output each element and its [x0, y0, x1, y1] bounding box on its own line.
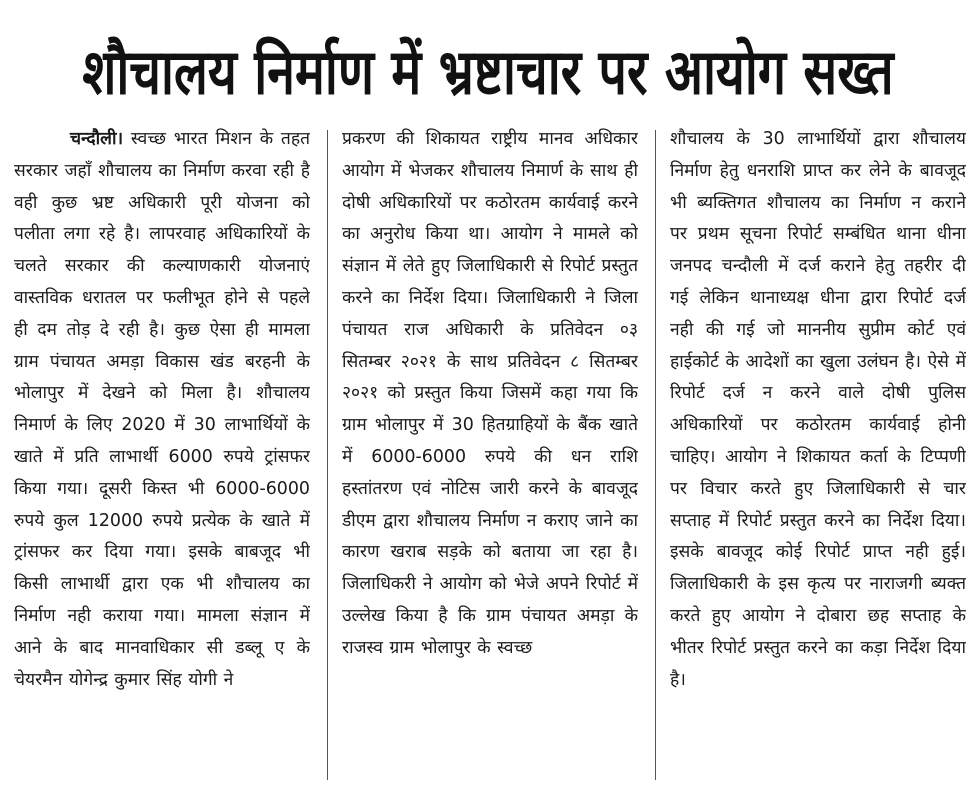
- article-column-2: [342, 124, 638, 784]
- headline: शौचालय निर्माण में भ्रष्टाचार पर आयोग सख्त: [82, 35, 894, 109]
- article-column-3: [670, 124, 966, 784]
- column-2-text: प्रकरण की शिकायत राष्ट्रीय मानव अधिकार आयोग में भेजकर शौचालय निमार्ण के साथ ही दोषी अधिकारियों पर कठोरतम कार्यवाई करने का अनुरोध किया था। आयोग ने मामले को संज्ञान में लेते हुए जिलाधिकारी से रिपोर्ट प्रस्तुत करने का निर्देश दिया। जिलाधिकारी ने जिला पंचायत राज अधिकारी के प्रतिवेदन ०३ सितम्बर २०२१ के साथ प्रतिवेदन ८ सितम्बर २०२१ को प्रस्तुत किया जिसमें कहा गया कि ग्राम भोलापुर में 30 हितग्राहियों के बैंक खाते में 6000-6000 रुपये की धन राशि हस्तांतरण एवं नोटिस जारी करने के बावजूद डीएम द्वारा शौचालय निर्माण न कराए जाने का कारण खराब सड़के को बताया जा रहा है। जिलाधिकरी ने आयोग को भेजे अपने रिपोर्ट में उल्लेख किया है कि ग्राम पंचायत अमड़ा के राजस्व ग्राम भोलापुर के स्वच्छ: [342, 129, 638, 658]
- column-divider: [655, 130, 656, 780]
- dateline: चन्दौली।: [70, 129, 124, 149]
- column-1-text: स्वच्छ भारत मिशन के तहत सरकार जहाँ शौचालय का निर्माण करवा रही है वही कुछ भ्रष्ट अधिकारी पूरी योजना को पलीता लगा रहे है। लापरवाह अधिकारियों के चलते सरकार की कल्याणकारी योजनाएं वास्तविक धरातल पर फलीभूत होने से पहले ही दम तोड़ दे रही है। कुछ ऐसा ही मामला ग्राम पंचायत अमड़ा विकास खंड बरहनी के भोलापुर में देखने को मिला है। शौचालय निमार्ण के लिए 2020 में 30 लाभार्थियों के खाते में प्रति लाभार्थी 6000 रुपये ट्रांसफर किया गया। दूसरी किस्त भी 6000-6000 रुपये कुल 12000 रुपये प्रत्येक के खाते में ट्रांसफर कर दिया गया। इसके बाबजूद भी किसी लाभार्थी द्वारा एक भी शौचालय का निर्माण नही कराया गया। मामला संज्ञान में आने के बाद मानवाधिकार सी डब्लू ए के चेयरमैन योगेन्द्र कुमार सिंह योगी ने: [14, 129, 310, 690]
- article-column-1: [14, 124, 310, 784]
- article-body: [14, 124, 964, 784]
- column-3-text: शौचालय के 30 लाभार्थियों द्वारा शौचालय निर्माण हेतु धनराशि प्राप्त कर लेने के बावजूद भी ब्यक्तिगत शौचालय का निर्माण न कराने पर प्रथम सूचना रिपोर्ट सम्बंधित थाना धीना जनपद चन्दौली में दर्ज कराने हेतु तहरीर दी गई लेकिन थानाध्यक्ष धीना द्वारा रिपोर्ट दर्ज नही की गई जो माननीय सुप्रीम कोर्ट एवं हाईकोर्ट के आदेशों का खुला उलंघन है। ऐसे में रिपोर्ट दर्ज न करने वाले दोषी पुलिस अधिकारियों पर कठोरतम कार्यवाई होनी चाहिए। आयोग ने शिकायत कर्ता के टिप्पणी पर विचार करते हुए जिलाधिकारी से चार सप्ताह में रिपोर्ट प्रस्तुत करने का निर्देश दिया। इसके बावजूद कोई रिपोर्ट प्राप्त नही हुई। जिलाधिकारी के इस कृत्य पर नाराजगी ब्यक्त करते हुए आयोग ने दोबारा छह सप्ताह के भीतर रिपोर्ट प्रस्तुत करने का कड़ा निर्देश दिया है।: [670, 129, 966, 690]
- column-divider: [327, 130, 328, 780]
